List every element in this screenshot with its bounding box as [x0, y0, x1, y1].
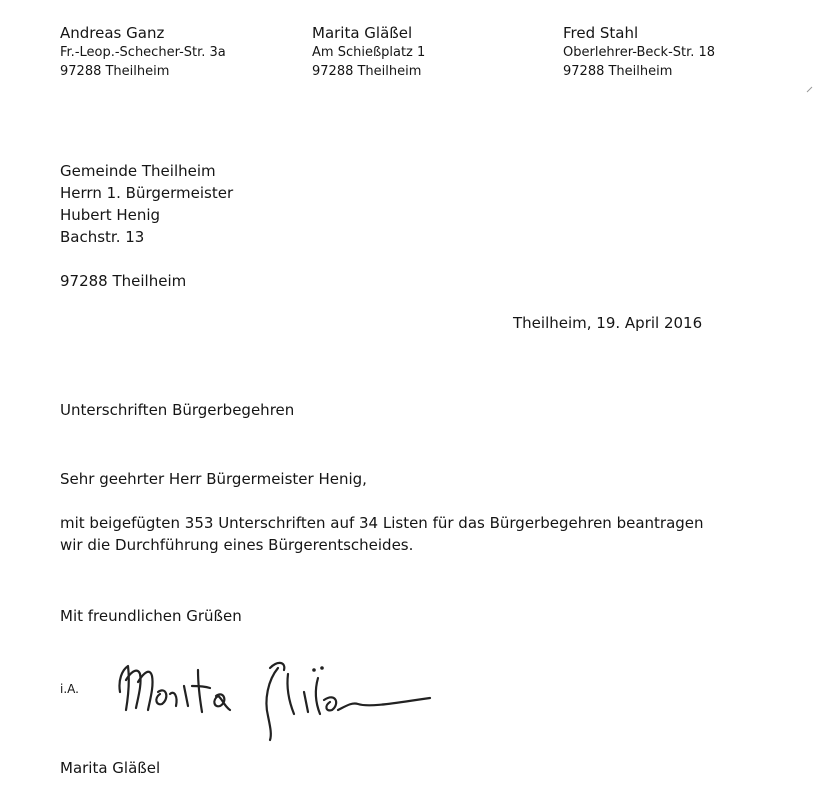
recipient-address	[60, 160, 233, 292]
letter-salutation: Sehr geehrter Herr Bürgermeister Henig,	[60, 470, 367, 488]
sender-name: Andreas Ganz	[60, 24, 165, 42]
scan-speck-icon	[805, 84, 815, 94]
letter-closing: Mit freundlichen Grüßen	[60, 607, 242, 625]
sender-name: Fred Stahl	[563, 24, 639, 42]
body-line: mit beigefügten 353 Unterschriften auf 34 Listen für das Bürgerbegehren beantragen	[60, 514, 704, 532]
letter-date: Theilheim, 19. April 2016	[513, 314, 703, 332]
sender-city: 97288 Theilheim	[312, 64, 422, 79]
letter-subject: Unterschriften Bürgerbegehren	[60, 401, 295, 419]
handwritten-signature	[100, 640, 480, 750]
sender-city: 97288 Theilheim	[563, 64, 673, 79]
sender-street: Fr.-Leop.-Schecher-Str. 3a	[60, 45, 226, 60]
sender-street: Oberlehrer-Beck-Str. 18	[563, 45, 716, 60]
body-line: wir die Durchführung eines Bürgerentscheides.	[60, 536, 414, 554]
signer-name: Marita Gläßel	[60, 759, 161, 777]
recipient-street: Bachstr. 13	[60, 228, 145, 246]
recipient-organisation: Gemeinde Theilheim	[60, 162, 216, 180]
ia-label: i.A.	[60, 682, 79, 696]
sender-andreas-ganz	[60, 24, 226, 81]
letter-body	[60, 512, 780, 556]
recipient-city: 97288 Theilheim	[60, 272, 187, 290]
recipient-title: Herrn 1. Bürgermeister	[60, 184, 234, 202]
sender-marita-glaessel	[312, 24, 425, 81]
sender-street: Am Schießplatz 1	[312, 45, 426, 60]
sender-name: Marita Gläßel	[312, 24, 413, 42]
recipient-name: Hubert Henig	[60, 206, 161, 224]
sender-city: 97288 Theilheim	[60, 64, 170, 79]
sender-fred-stahl	[563, 24, 715, 81]
